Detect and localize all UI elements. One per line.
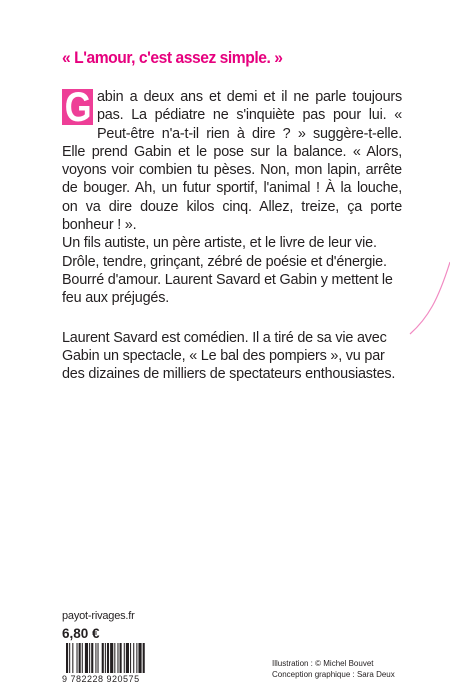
credits [272, 658, 395, 680]
author-bio: Laurent Savard est comédien. Il a tiré de sa vie avec Gabin un spectacle, « Le bal des pompiers », vu par des dizaines de milliers de spectateurs enthousiastes. [62, 329, 396, 383]
price: 6,80 € [62, 626, 100, 641]
blurb-paragraph-2: Un fils autiste, un père artiste, et le livre de leur vie. Drôle, tendre, grinçant, zébré de poésie et d'énergie. Bourré d'amour. Laurent Savard et Gabin y mettent le feu aux préjugés. [62, 235, 393, 307]
tagline-quote: « L'amour, c'est assez simple. » [62, 48, 283, 67]
design-credit: Conception graphique : Sara Deux [272, 670, 395, 679]
illustration-credit: Illustration : © Michel Bouvet [272, 659, 374, 668]
publisher-website: payot-rivages.fr [62, 610, 135, 622]
blurb [62, 83, 402, 383]
drop-cap: G [62, 89, 93, 125]
blurb-paragraph-1 [62, 83, 402, 234]
blurb-paragraph-1-text: abin a deux ans et demi et il ne parle toujours pas. La pédiatre ne s'inquiète pas pour lui. « Peut-être n'a-t-il rien à dire ? » suggère-t-elle. Elle prend Gabin et le pose sur la balance. « Alors, voyons voir combien tu pèses. Non, mon lapin, arrête de bouger. Ah, un futur sportif, l'animal ! À la louche, on va dire douze kilos cinq. Allez, treize, ça porte bonheur ! ». [62, 89, 402, 234]
barcode-number: 9 782228 920575 [62, 673, 176, 685]
